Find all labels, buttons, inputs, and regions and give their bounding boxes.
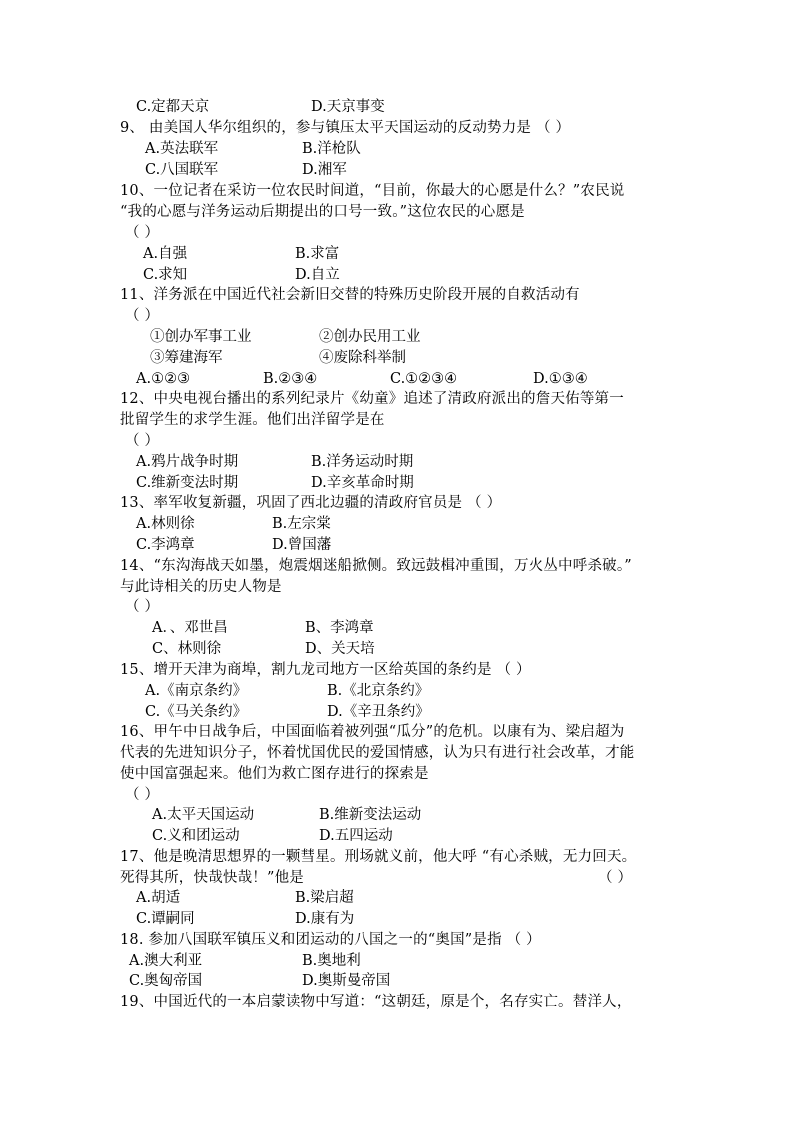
q14-option-b: B、李鸿章	[305, 620, 374, 636]
q12-option-b: B.洋务运动时期	[311, 454, 414, 470]
q17-option-a: A.胡适	[136, 890, 181, 906]
q12-option-d: D.辛亥革命时期	[311, 475, 414, 491]
q10-option-a: A.自强	[143, 246, 188, 262]
q10-answer-paren: （ ）	[125, 225, 160, 241]
q11-option-b: B.②③④	[263, 371, 318, 387]
q12-option-a: A.鸦片战争时期	[136, 454, 239, 470]
q16-stem-line1: 16、甲午中日战争后，中国面临着被列强“瓜分”的危机。以康有为、梁启超为	[120, 724, 625, 740]
q18-stem: 18. 参加八国联军镇压义和团运动的八国之一的“奥国”是指 （ ）	[120, 932, 541, 948]
q14-option-d: D、关天培	[305, 641, 375, 657]
q11-item-4: ④废除科举制	[319, 350, 406, 366]
q13-option-c: C.李鸿章	[136, 537, 195, 553]
q9-option-a: A.英法联军	[145, 141, 219, 157]
q15-option-c: C.《马关条约》	[145, 704, 248, 720]
q14-stem-line2: 与此诗相关的历史人物是	[120, 579, 282, 595]
q10-stem-line1: 10、一位记者在采访一位农民时间道，“目前，你最大的心愿是什么？”农民说	[120, 183, 625, 199]
q9-option-d: D.湘军	[302, 162, 347, 178]
q18-option-d: D.奥斯曼帝国	[302, 973, 391, 989]
q9-stem: 9、 由美国人华尔组织的，参与镇压太平天国运动的反动势力是 （ ）	[120, 120, 571, 136]
q17-option-b: B.梁启超	[295, 890, 354, 906]
q14-stem-line1: 14、“东沟海战天如墨，炮震烟迷船掀侧。致远鼓楫冲重围，万火丛中呼杀破。”	[120, 558, 632, 574]
q14-option-c: C、林则徐	[152, 641, 222, 657]
q13-option-d: D.曾国藩	[272, 537, 332, 553]
q17-stem-line1: 17、他是晚清思想界的一颗彗星。刑场就义前，他大呼 “有心杀贼，无力回天。	[120, 849, 637, 865]
q12-answer-paren: （ ）	[125, 433, 160, 449]
q11-stem-line1: 11、洋务派在中国近代社会新旧交替的特殊历史阶段开展的自救活动有	[120, 287, 580, 303]
q15-option-a: A.《南京条约》	[145, 683, 248, 699]
q17-answer-paren: （ ）	[598, 870, 633, 886]
q10-option-d: D.自立	[295, 267, 340, 283]
q14-answer-paren: （ ）	[125, 599, 160, 615]
q17-option-d: D.康有为	[295, 911, 355, 927]
q16-answer-paren: （ ）	[125, 787, 160, 803]
q16-stem-line2: 代表的先进知识分子，怀着忧国优民的爱国情感，认为只有进行社会改革，才能	[120, 745, 635, 761]
q14-option-a: A．、邓世昌	[152, 620, 228, 636]
q11-answer-paren: （ ）	[125, 308, 160, 324]
q12-stem-line2: 批留学生的求学生涯。他们出洋留学是在	[120, 412, 385, 428]
q12-stem-line1: 12、中央电视台播出的系列纪录片《幼童》追述了清政府派出的詹天佑等第一	[120, 391, 624, 407]
q10-option-b: B.求富	[295, 246, 340, 262]
q11-item-3: ③筹建海军	[150, 350, 223, 366]
q9-option-b: B.洋枪队	[302, 141, 361, 157]
q19-stem-line1: 19、中国近代的一本启蒙读物中写道：“这朝廷，原是个，名存实亡。替洋人，	[120, 994, 632, 1010]
q11-item-2: ②创办民用工业	[319, 329, 421, 345]
q16-option-b: B.维新变法运动	[319, 807, 422, 823]
q13-stem: 13、率军收复新疆，巩固了西北边疆的清政府官员是 （ ）	[120, 495, 502, 511]
q11-option-a: A.①②③	[136, 371, 191, 387]
q18-option-a: A.澳大利亚	[129, 953, 203, 969]
q15-option-d: D.《辛丑条约》	[327, 704, 430, 720]
q11-option-d: D.①③④	[533, 371, 588, 387]
q16-option-c: C.义和团运动	[152, 828, 240, 844]
q11-item-1: ①创办军事工业	[150, 329, 252, 345]
q15-stem: 15、增开天津为商埠，割九龙司地方一区给英国的条约是 （ ）	[120, 662, 531, 678]
q8-option-d: D.天京事变	[311, 99, 385, 115]
q16-option-d: D.五四运动	[319, 828, 393, 844]
q11-option-c: C.①②③④	[390, 371, 458, 387]
q12-option-c: C.维新变法时期	[136, 475, 239, 491]
q13-option-a: A.林则徐	[136, 516, 195, 532]
q16-option-a: A.太平天国运动	[152, 807, 255, 823]
q18-option-c: C.奥匈帝国	[129, 973, 203, 989]
q17-stem-line2: 死得其所，快哉快哉！”他是	[120, 870, 305, 886]
q17-option-c: C.谭嗣同	[136, 911, 195, 927]
q9-option-c: C.八国联军	[145, 162, 219, 178]
q16-stem-line3: 使中国富强起来。他们为救亡图存进行的探索是	[120, 766, 429, 782]
q10-stem-line2: “我的心愿与洋务运动后期提出的口号一致。”这位农民的心愿是	[120, 204, 525, 220]
q18-option-b: B.奥地利	[302, 953, 361, 969]
q10-option-c: C.求知	[143, 267, 188, 283]
q8-option-c: C.定都天京	[136, 99, 210, 115]
q15-option-b: B.《北京条约》	[327, 683, 430, 699]
q13-option-b: B.左宗棠	[272, 516, 331, 532]
